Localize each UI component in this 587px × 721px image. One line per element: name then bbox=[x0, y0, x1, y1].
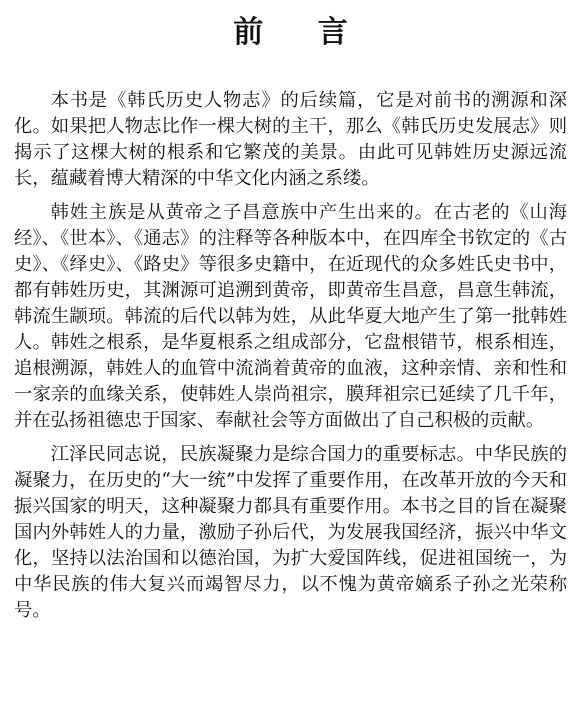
page-title: 前 言 bbox=[233, 15, 370, 50]
paragraph-2: 韩姓主族是从黄帝之子昌意族中产生出来的。在古老的《山海经》、《世本》、《通志》的注释等各种版本中，在四库全书钦定的《古史》、《绎史》、《路史》等很多史籍中，在近现代的众多姓氏史书中，都有韩姓历史，其渊源可追溯到黄帝，即黄帝生昌意，昌意生韩流，韩流生颛顼。韩流的后代以韩为姓，从此华夏大地产生了第一批韩姓人。韩姓之根系，是华夏根系之组成部分，它盘根错节，根系相连，追根溯源，韩姓人的血管中流淌着黄帝的血液，这种亲情、亲和性和一家亲的血缘关系，使韩姓人崇尚祖宗，膜拜祖宗已延续了几千年，并在弘扬祖德忠于国家、奉献社会等方面做出了自己积极的贡献。 bbox=[14, 202, 567, 431]
paragraph-3: 江泽民同志说，民族凝聚力是综合国力的重要标志。中华民族的凝聚力，在历史的“大一统”中发挥了重要作用，在改革开放的今天和振兴国家的明天，这种凝聚力都具有重要作用。本书之目的旨在凝聚国内外韩姓人的力量，激励子孙后代，为发展我国经济，振兴中华文化，坚持以法治国和以德治国，为扩大爱国阵线，促进祖国统一，为中华民族的伟大复兴而竭智尽力，以不愧为黄帝嫡系子孙之光荣称号。 bbox=[14, 444, 567, 621]
paragraph-1: 本书是《韩氏历史人物志》的后续篇，它是对前书的溯源和深化。如果把人物志比作一棵大树的主干，那么《韩氏历史发展志》则揭示了这棵大树的根系和它繁茂的美景。由此可见韩姓历史源远流长，蕴藏着博大精深的中华文化内涵之系缕。 bbox=[14, 90, 567, 189]
